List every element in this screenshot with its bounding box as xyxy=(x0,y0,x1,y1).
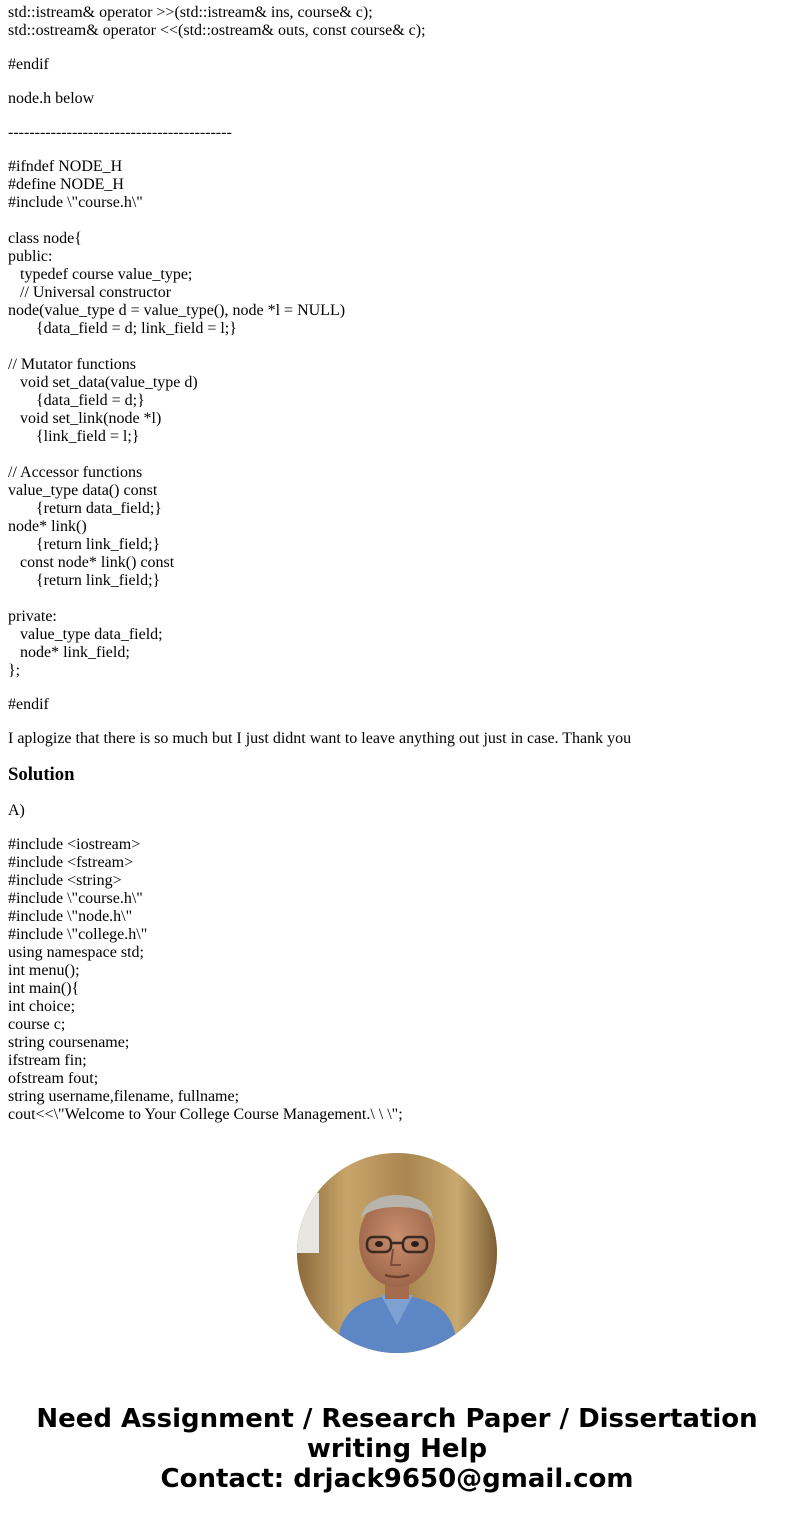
code-line xyxy=(8,212,786,230)
code-line: // Universal constructor xyxy=(8,284,172,301)
code-line: typedef course value_type; xyxy=(8,266,193,283)
separator-line: ------------------------------------------ xyxy=(8,124,232,141)
avatar-portrait-image xyxy=(297,1153,497,1353)
code-line: }; xyxy=(8,662,21,679)
code-line: private: xyxy=(8,608,57,625)
code-line: public: xyxy=(8,248,53,265)
endif-directive: #endif xyxy=(8,696,49,713)
code-line: const node* link() const xyxy=(8,554,175,571)
code-line: #define NODE_H xyxy=(8,176,124,193)
code-line: node* link_field; xyxy=(8,644,130,661)
code-line: ifstream fin; xyxy=(8,1052,87,1069)
code-line: value_type data() const xyxy=(8,482,158,499)
code-line: {link_field = l;} xyxy=(8,428,140,445)
code-line: std::ostream& operator <<(std::ostream& outs, const course& c); xyxy=(8,22,426,39)
code-line: int menu(); xyxy=(8,962,80,979)
code-line: class node{ xyxy=(8,230,82,247)
code-line: #include <iostream> xyxy=(8,836,141,853)
node-h-code xyxy=(8,158,786,680)
code-line: string username,filename, fullname; xyxy=(8,1088,240,1105)
code-line: void set_data(value_type d) xyxy=(8,374,198,391)
code-line xyxy=(8,590,786,608)
code-line: ofstream fout; xyxy=(8,1070,99,1087)
code-line: node(value_type d = value_type(), node *l = NULL) xyxy=(8,302,346,319)
endif-directive: #endif xyxy=(8,56,49,73)
code-line: course c; xyxy=(8,1016,66,1033)
code-line: {data_field = d; link_field = l;} xyxy=(8,320,237,337)
code-line: {return link_field;} xyxy=(8,536,161,553)
footer-contact: Contact: drjack9650@gmail.com xyxy=(160,1464,634,1494)
code-line xyxy=(8,446,786,464)
solution-code xyxy=(8,836,786,1124)
document-body xyxy=(8,4,786,1124)
code-line: #include \"course.h\" xyxy=(8,890,143,907)
code-line: // Accessor functions xyxy=(8,464,143,481)
code-line: {data_field = d;} xyxy=(8,392,145,409)
code-line: cout<<\"Welcome to Your College Course Management.\ \ \"; xyxy=(8,1106,403,1123)
footer-line-1: Need Assignment / Research Paper / Dissertation xyxy=(36,1404,758,1434)
code-line: {return data_field;} xyxy=(8,500,162,517)
code-line: int main(){ xyxy=(8,980,80,997)
code-line: void set_link(node *l) xyxy=(8,410,162,427)
solution-heading: Solution xyxy=(8,764,75,785)
code-line: string coursename; xyxy=(8,1034,130,1051)
code-line: int choice; xyxy=(8,998,76,1015)
operator-declarations xyxy=(8,4,786,40)
author-avatar xyxy=(297,1153,497,1353)
footer-line-2: writing Help xyxy=(306,1434,488,1464)
code-line: value_type data_field; xyxy=(8,626,163,643)
code-line: #include \"node.h\" xyxy=(8,908,133,925)
code-line: using namespace std; xyxy=(8,944,144,961)
code-line: // Mutator functions xyxy=(8,356,136,373)
code-line: node* link() xyxy=(8,518,87,535)
code-line: #include \"course.h\" xyxy=(8,194,143,211)
code-line xyxy=(8,338,786,356)
code-line: #include <fstream> xyxy=(8,854,134,871)
code-line: std::istream& operator >>(std::istream& ins, course& c); xyxy=(8,4,373,21)
code-line: #include <string> xyxy=(8,872,122,889)
node-h-label: node.h below xyxy=(8,90,95,107)
code-line: {return link_field;} xyxy=(8,572,161,589)
code-line: #include \"college.h\" xyxy=(8,926,148,943)
apology-text: I aplogize that there is so much but I just didnt want to leave anything out just in case. Thank you xyxy=(8,730,632,747)
code-line: #ifndef NODE_H xyxy=(8,158,123,175)
footer-promo xyxy=(0,1404,794,1494)
part-label: A) xyxy=(8,802,25,819)
